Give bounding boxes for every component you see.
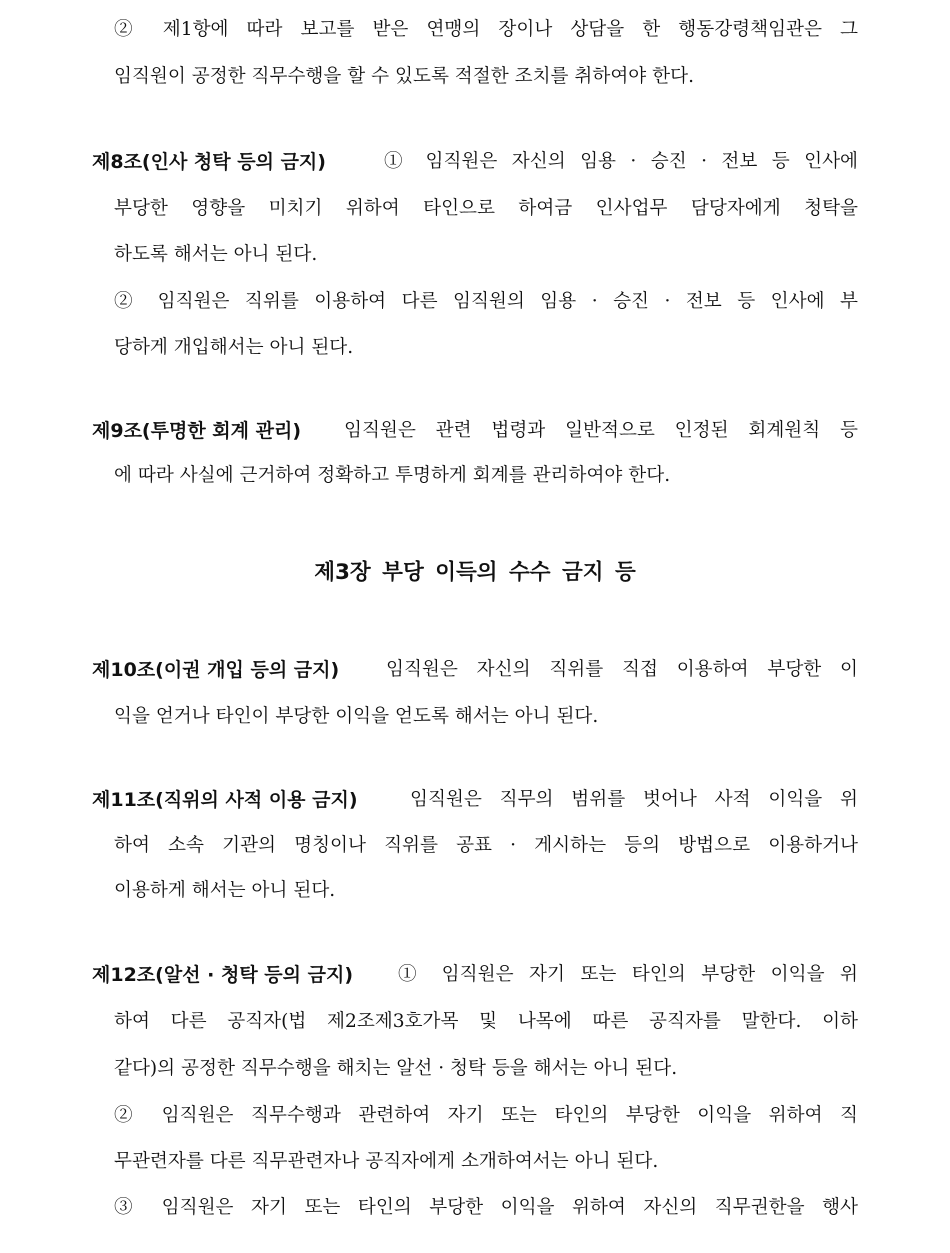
art12-para3-line1: ③ 임직원은 자기 또는 타인의 부당한 이익을 위하여 자신의 직무권한을 행사 <box>114 1197 858 1218</box>
art12-title: 제12조(알선 · 청탁 등의 금지) <box>92 964 354 986</box>
art8-para2-line1: ② 임직원은 직위를 이용하여 다른 임직원의 임용 · 승진 · 전보 등 인사에 부 <box>114 291 858 312</box>
art8-title: 제8조(인사 청탁 등의 금지) <box>92 151 326 173</box>
art12-para2-line1: ② 임직원은 직무수행과 관련하여 자기 또는 타인의 부당한 이익을 위하여 직 <box>114 1105 858 1126</box>
art8-line2: 부당한 영향을 미치기 위하여 타인으로 하여금 인사업무 담당자에게 청탁을 <box>114 198 858 219</box>
art9-title: 제9조(투명한 회계 관리) <box>92 420 302 442</box>
art11-line2: 하여 소속 기관의 명칭이나 직위를 공표 · 게시하는 등의 방법으로 이용하거나 <box>114 835 858 856</box>
document-page: ② 제1항에 따라 보고를 받은 연맹의 장이나 상담을 한 행동강령책임관은 그 임직원이 공정한 직무수행을 할 수 있도록 적절한 조치를 취하여야 한다. 제8조(인사 청탁 등의 금지) ① 임직원은 자신의 임용 · 승진 · 전보 등 인사에 부당한 영향을 미치기 위하여 타인으로 하여금 인사업무 담당자에게 청탁을 하도록 해서는 아니 된다. ② 임직원은 직위를 이용하여 다른 임직원의 임용 · 승진 · 전보 등 인사에 부 당하게 개입해서는 아니 된다. 제9조(투명한 회계 관리) 임직원은 관련 법령과 일반적으로 인정된 회계원칙 등 에 따라 사실에 근거하여 정확하고 투명하게 회계를 관리하여야 한다. 제3장 부당 이득의 수수 금지 등 제10조(이권 개입 등의 금지) 임직원은 자신의 직위를 직접 이용하여 부당한 이 익을 얻거나 타인이 부당한 이익을 얻도록 해서는 아니 된다. 제11조(직위의 사적 이용 금지) 임직원은 직무의 범위를 벗어나 사적 이익을 위 하여 소속 기관의 명칭이나 직위를 공표 · 게시하는 등의 방법으로 이용하거나 이용하게 해서는 아니 된다. 제12조(알선 · 청탁 등의 금지) ① 임직원은 자기 또는 타인의 부당한 이익을 위 하여 다른 공직자(법 제2조제3호가목 및 나목에 따른 공직자를 말한다. 이하 같다)의 공정한 직무수행을 해치는 알선 · 청탁 등을 해서는 아니 된다. ② 임직원은 직무수행과 관련하여 자기 또는 타인의 부당한 이익을 위하여 직 무관련자를 다른 직무관련자나 공직자에게 소개하여서는 아니 된다. ③ 임직원은 자기 또는 타인의 부당한 이익을 위하여 자신의 직무권한을 행사 <box>0 0 950 1253</box>
chapter-heading: 제3장 부당 이득의 수수 금지 등 <box>314 560 636 585</box>
art7-para2-line1: ② 제1항에 따라 보고를 받은 연맹의 장이나 상담을 한 행동강령책임관은 그 <box>114 19 858 40</box>
art11-title: 제11조(직위의 사적 이용 금지) <box>92 789 358 811</box>
art10-title: 제10조(이권 개입 등의 금지) <box>92 659 340 681</box>
art12-line2: 하여 다른 공직자(법 제2조제3호가목 및 나목에 따른 공직자를 말한다. 이하 <box>114 1011 858 1032</box>
